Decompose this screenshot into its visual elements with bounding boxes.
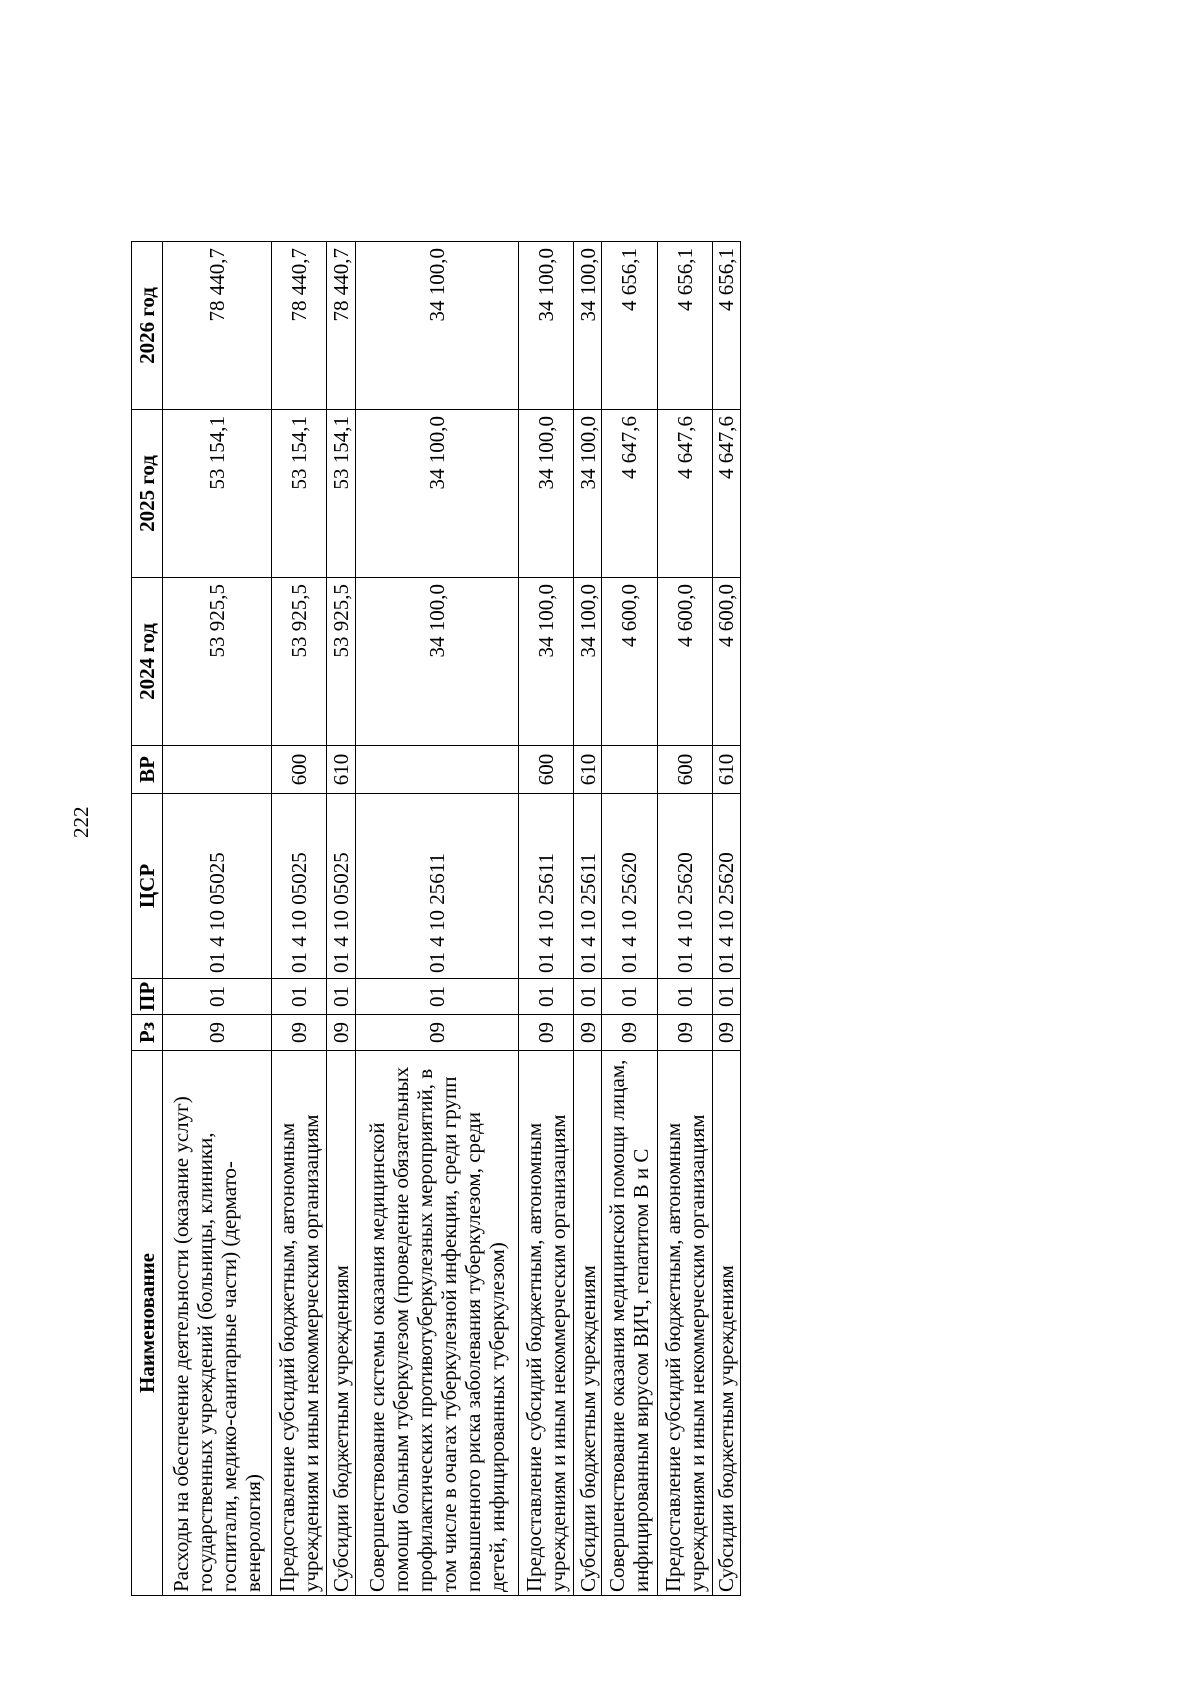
- header-2025: 2025 год: [132, 410, 163, 578]
- cell-name: Предоставление субсидий бюджетным, автономным учреждениям и иным некоммерческим организациям: [657, 1051, 712, 1596]
- table-row: [327, 242, 355, 1596]
- cell-vr: [602, 746, 657, 794]
- cell-2025: 34 100,0: [355, 410, 518, 578]
- cell-2026: 34 100,0: [355, 242, 518, 410]
- header-2026: 2026 год: [132, 242, 163, 410]
- cell-vr: 600: [272, 746, 327, 794]
- table-row: [355, 242, 518, 1596]
- table-row: [602, 242, 657, 1596]
- cell-2026: 34 100,0: [574, 242, 602, 410]
- cell-2024: 4 600,0: [657, 578, 712, 746]
- cell-2026: 4 656,1: [712, 242, 740, 410]
- cell-2024: 4 600,0: [712, 578, 740, 746]
- cell-rz: 09: [602, 1015, 657, 1051]
- cell-csr: 01 4 10 25611: [574, 794, 602, 979]
- cell-2025: 34 100,0: [574, 410, 602, 578]
- cell-csr: 01 4 10 25611: [519, 794, 574, 979]
- cell-2026: 4 656,1: [657, 242, 712, 410]
- cell-2026: 78 440,7: [163, 242, 272, 410]
- cell-pr: 01: [574, 979, 602, 1015]
- cell-name: Предоставление субсидий бюджетным, автономным учреждениям и иным некоммерческим организациям: [519, 1051, 574, 1596]
- cell-csr: 01 4 10 25611: [355, 794, 518, 979]
- cell-rz: 09: [272, 1015, 327, 1051]
- cell-pr: 01: [355, 979, 518, 1015]
- cell-csr: 01 4 10 05025: [272, 794, 327, 979]
- cell-pr: 01: [327, 979, 355, 1015]
- header-csr: ЦСР: [132, 794, 163, 979]
- header-pr: ПР: [132, 979, 163, 1015]
- cell-vr: 600: [657, 746, 712, 794]
- cell-pr: 01: [712, 979, 740, 1015]
- table-row: [519, 242, 574, 1596]
- cell-2025: 34 100,0: [519, 410, 574, 578]
- cell-pr: 01: [657, 979, 712, 1015]
- cell-rz: 09: [712, 1015, 740, 1051]
- cell-2025: 4 647,6: [602, 410, 657, 578]
- cell-2024: 53 925,5: [163, 578, 272, 746]
- cell-2026: 34 100,0: [519, 242, 574, 410]
- table-header-row: [132, 242, 163, 1596]
- cell-csr: 01 4 10 05025: [327, 794, 355, 979]
- table-row: [574, 242, 602, 1596]
- cell-rz: 09: [574, 1015, 602, 1051]
- cell-vr: [355, 746, 518, 794]
- cell-2024: 53 925,5: [327, 578, 355, 746]
- cell-2025: 53 154,1: [163, 410, 272, 578]
- cell-pr: 01: [519, 979, 574, 1015]
- cell-2026: 78 440,7: [327, 242, 355, 410]
- cell-vr: 600: [519, 746, 574, 794]
- cell-name: Совершенствование системы оказания медицинской помощи больным туберкулезом (проведение обязательных профилактических противотуберкулезных мероприятий, в том числе в очагах туберкулезной инфекции, среди групп повышенного риска заболевания туберкулезом, среди детей, инфицированных туберкулезом): [355, 1051, 518, 1596]
- cell-vr: [163, 746, 272, 794]
- cell-rz: 09: [163, 1015, 272, 1051]
- cell-vr: 610: [574, 746, 602, 794]
- table-row: [272, 242, 327, 1596]
- cell-name: Субсидии бюджетным учреждениям: [574, 1051, 602, 1596]
- cell-name: Совершенствование оказания медицинской помощи лицам, инфицированным вирусом ВИЧ, гепатитом В и С: [602, 1051, 657, 1596]
- budget-table: [131, 241, 741, 1596]
- cell-vr: 610: [712, 746, 740, 794]
- cell-pr: 01: [163, 979, 272, 1015]
- cell-name: Расходы на обеспечение деятельности (оказание услуг) государственных учреждений (больницы, клиники, госпитали, медико-санитарные части) (дермато-венерология): [163, 1051, 272, 1596]
- header-name: Наименование: [132, 1051, 163, 1596]
- page-number: 222: [69, 806, 93, 838]
- cell-csr: 01 4 10 25620: [602, 794, 657, 979]
- cell-2024: 34 100,0: [519, 578, 574, 746]
- cell-csr: 01 4 10 25620: [657, 794, 712, 979]
- cell-2026: 78 440,7: [272, 242, 327, 410]
- cell-2024: 34 100,0: [574, 578, 602, 746]
- table-row: [163, 242, 272, 1596]
- cell-name: Субсидии бюджетным учреждениям: [327, 1051, 355, 1596]
- cell-rz: 09: [519, 1015, 574, 1051]
- cell-2025: 53 154,1: [272, 410, 327, 578]
- cell-2024: 4 600,0: [602, 578, 657, 746]
- cell-rz: 09: [657, 1015, 712, 1051]
- cell-2024: 53 925,5: [272, 578, 327, 746]
- cell-csr: 01 4 10 05025: [163, 794, 272, 979]
- cell-2025: 53 154,1: [327, 410, 355, 578]
- cell-rz: 09: [327, 1015, 355, 1051]
- cell-csr: 01 4 10 25620: [712, 794, 740, 979]
- cell-2025: 4 647,6: [657, 410, 712, 578]
- table-row: [657, 242, 712, 1596]
- header-rz: Рз: [132, 1015, 163, 1051]
- cell-name: Субсидии бюджетным учреждениям: [712, 1051, 740, 1596]
- table-row: [712, 242, 740, 1596]
- cell-2026: 4 656,1: [602, 242, 657, 410]
- header-2024: 2024 год: [132, 578, 163, 746]
- cell-vr: 610: [327, 746, 355, 794]
- cell-rz: 09: [355, 1015, 518, 1051]
- cell-2025: 4 647,6: [712, 410, 740, 578]
- header-vr: ВР: [132, 746, 163, 794]
- cell-2024: 34 100,0: [355, 578, 518, 746]
- cell-pr: 01: [602, 979, 657, 1015]
- cell-name: Предоставление субсидий бюджетным, автономным учреждениям и иным некоммерческим организациям: [272, 1051, 327, 1596]
- cell-pr: 01: [272, 979, 327, 1015]
- rotated-table-frame: [131, 241, 741, 1596]
